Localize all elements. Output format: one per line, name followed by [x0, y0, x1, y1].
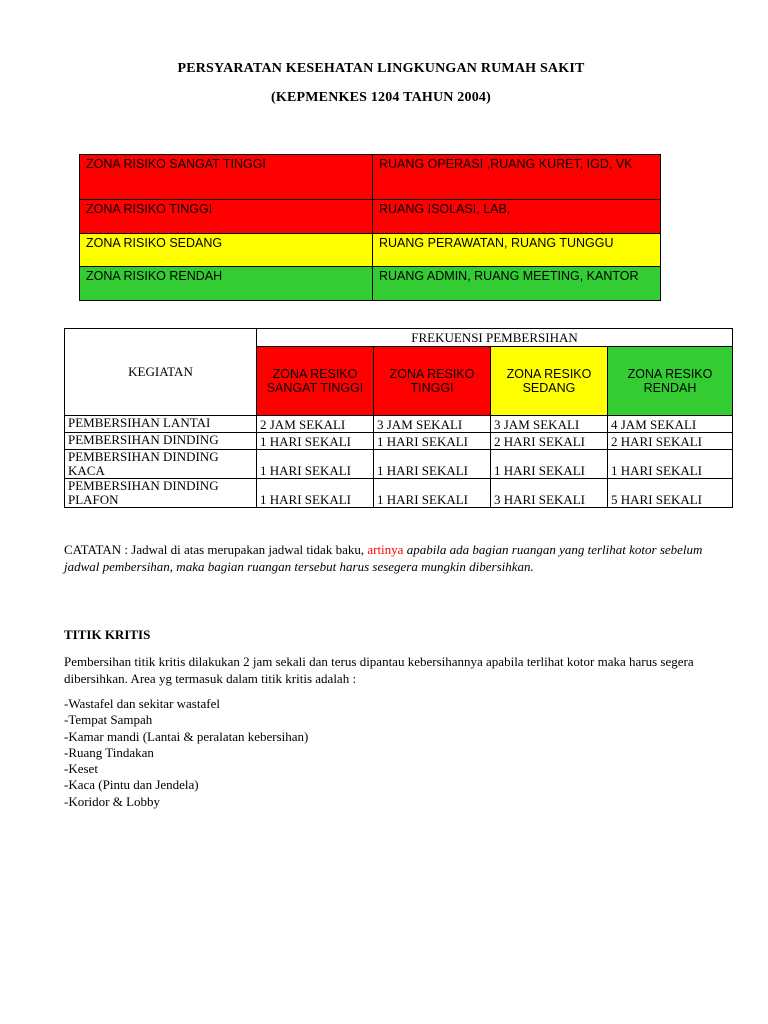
kegiatan-cell: PEMBERSIHAN DINDING KACA	[65, 450, 257, 479]
frequency-cell: 1 HARI SEKALI	[374, 450, 491, 479]
titik-kritis-heading: TITIK KRITIS	[64, 627, 151, 642]
frequency-cell: 1 HARI SEKALI	[608, 450, 733, 479]
catatan-note	[64, 541, 704, 575]
frequency-cell: 1 HARI SEKALI	[257, 479, 374, 508]
table-row	[65, 450, 733, 479]
zona-ruang-cell: RUANG PERAWATAN, RUANG TUNGGU	[373, 234, 661, 267]
titik-kritis-list	[64, 696, 308, 810]
zona-risiko-table	[79, 154, 661, 301]
zona-ruang-cell: RUANG ADMIN, RUANG MEETING, KANTOR	[373, 267, 661, 301]
catatan-italic-text: apabila ada bagian ruangan yang terlihat kotor sebelum jadwal pembersihan, maka bagian ruangan tersebut harus sesegera mungkin dibersihkan.	[64, 542, 703, 574]
zone-header-rendah: ZONA RESIKO RENDAH	[608, 347, 733, 416]
zona-ruang-cell: RUANG OPERASI ,RUANG KURET, IGD, VK	[373, 155, 661, 200]
kegiatan-cell: PEMBERSIHAN LANTAI	[65, 416, 257, 433]
list-item: -Ruang Tindakan	[64, 744, 154, 760]
frequency-cell: 2 HARI SEKALI	[608, 433, 733, 450]
document-subtitle: (KEPMENKES 1204 TAHUN 2004)	[271, 90, 491, 105]
list-item: -Tempat Sampah	[64, 712, 153, 728]
kegiatan-header: KEGIATAN	[65, 329, 257, 416]
list-item: -Keset	[64, 761, 98, 777]
zona-row-rendah	[80, 267, 661, 301]
catatan-prefix: CATATAN : Jadwal di atas merupakan jadwal tidak baku,	[64, 542, 365, 557]
zona-name-cell: ZONA RISIKO SEDANG	[80, 234, 373, 267]
zona-name-cell: ZONA RISIKO SANGAT TINGGI	[80, 155, 373, 200]
freq-header-row	[65, 329, 733, 347]
frequency-cell: 3 JAM SEKALI	[491, 416, 608, 433]
zona-row-sedang	[80, 234, 661, 267]
zone-header-sangat-tinggi: ZONA RESIKO SANGAT TINGGI	[257, 347, 374, 416]
zona-row-tinggi	[80, 200, 661, 234]
table-row	[65, 479, 733, 508]
list-item: -Wastafel dan sekitar wastafel	[64, 696, 220, 711]
kegiatan-cell: PEMBERSIHAN DINDING	[65, 433, 257, 450]
titik-kritis-paragraph: Pembersihan titik kritis dilakukan 2 jam sekali dan terus dipantau kebersihannya apabila terlihat kotor maka harus segera dibersihkan. Area yg termasuk dalam titik kritis adalah :	[64, 654, 694, 686]
catatan-red-word: artinya	[367, 542, 404, 557]
zone-header-sedang: ZONA RESIKO SEDANG	[491, 347, 608, 416]
zona-name-cell: ZONA RISIKO RENDAH	[80, 267, 373, 301]
list-item: -Koridor & Lobby	[64, 793, 161, 809]
frequency-cell: 2 HARI SEKALI	[491, 433, 608, 450]
document-title: PERSYARATAN KESEHATAN LINGKUNGAN RUMAH SAKIT	[177, 61, 585, 76]
frequency-cell: 3 HARI SEKALI	[491, 479, 608, 508]
kegiatan-cell: PEMBERSIHAN DINDING PLAFON	[65, 479, 257, 508]
zona-ruang-cell: RUANG ISOLASI, LAB,	[373, 200, 661, 234]
zona-row-sangat-tinggi	[80, 155, 661, 200]
frequency-cell: 1 HARI SEKALI	[257, 450, 374, 479]
list-item: -Kamar mandi (Lantai & peralatan kebersihan)	[64, 728, 309, 744]
frekuensi-header: FREKUENSI PEMBERSIHAN	[257, 329, 733, 347]
frequency-cell: 1 HARI SEKALI	[374, 433, 491, 450]
frequency-cell: 5 HARI SEKALI	[608, 479, 733, 508]
frequency-cell: 1 HARI SEKALI	[257, 433, 374, 450]
list-item: -Kaca (Pintu dan Jendela)	[64, 777, 199, 793]
zone-header-tinggi: ZONA RESIKO TINGGI	[374, 347, 491, 416]
frequency-cell: 4 JAM SEKALI	[608, 416, 733, 433]
frequency-cell: 3 JAM SEKALI	[374, 416, 491, 433]
frequency-cell: 1 HARI SEKALI	[374, 479, 491, 508]
frequency-cell: 1 HARI SEKALI	[491, 450, 608, 479]
frequency-cell: 2 JAM SEKALI	[257, 416, 374, 433]
table-row	[65, 433, 733, 450]
table-row	[65, 416, 733, 433]
frekuensi-pembersihan-table	[64, 328, 733, 508]
zona-name-cell: ZONA RISIKO TINGGI	[80, 200, 373, 234]
